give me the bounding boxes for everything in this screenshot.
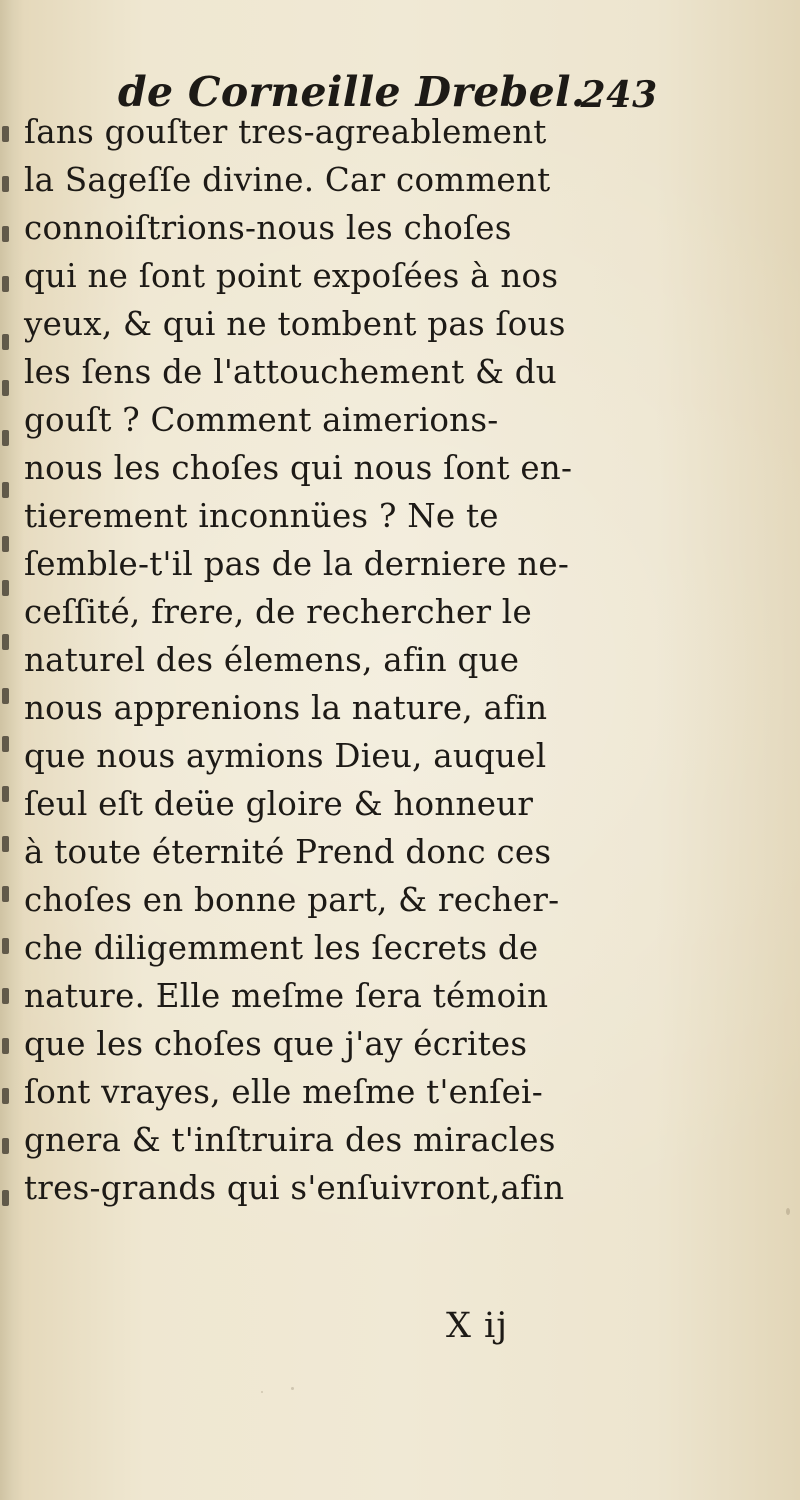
text-line: ſeul eſt deüe gloire & honneur: [24, 784, 534, 823]
text-line: ſont vrayes, elle meſme t'enſei-: [24, 1072, 543, 1111]
text-line: nous les choſes qui nous ſont en-: [24, 448, 573, 487]
text-line: che diligemment les ſecrets de: [24, 928, 539, 967]
paper-speck: [261, 1391, 263, 1393]
gutter-mark: [2, 536, 9, 552]
page-number: 243: [580, 74, 658, 116]
gutter-mark: [2, 176, 9, 192]
text-line: ſans gouſter tres-agreablement: [24, 112, 547, 151]
binding-gutter: [0, 0, 24, 1500]
text-line: ſemble-t'il pas de la derniere ne-: [24, 544, 570, 583]
gutter-mark: [2, 126, 9, 142]
text-line: yeux, & qui ne tombent pas ſous: [24, 304, 566, 343]
gutter-mark: [2, 688, 9, 704]
text-line: à toute éternité Prend donc ces: [24, 832, 552, 871]
text-line: nous apprenions la nature, afin: [24, 688, 548, 727]
text-line: que nous aymions Dieu, auquel: [24, 736, 547, 775]
paper-speck: [291, 1387, 294, 1390]
paper-speck: [786, 1208, 790, 1215]
gutter-mark: [2, 276, 9, 292]
text-line: la Sageſſe divine. Car comment: [24, 160, 551, 199]
text-line: gnera & t'inſtruira des miracles: [24, 1120, 556, 1159]
gutter-mark: [2, 634, 9, 650]
gutter-mark: [2, 1038, 9, 1054]
body-text: [24, 108, 664, 1212]
text-line: que les choſes que j'ay écrites: [24, 1024, 528, 1063]
gutter-mark: [2, 482, 9, 498]
gutter-mark: [2, 886, 9, 902]
text-line: qui ne ſont point expoſées à nos: [24, 256, 559, 295]
gutter-mark: [2, 836, 9, 852]
text-line: choſes en bonne part, & recher-: [24, 880, 560, 919]
gutter-mark: [2, 1190, 9, 1206]
gutter-mark: [2, 226, 9, 242]
gutter-mark: [2, 786, 9, 802]
text-line: nature. Elle meſme ſera témoin: [24, 976, 549, 1015]
text-line: ceſſité, frere, de rechercher le: [24, 592, 532, 631]
text-line: gouſt ? Comment aimerions-: [24, 400, 499, 439]
gutter-mark: [2, 334, 9, 350]
gutter-mark: [2, 580, 9, 596]
gutter-mark: [2, 988, 9, 1004]
text-line: les ſens de l'attouchement & du: [24, 352, 557, 391]
text-line: naturel des élemens, afin que: [24, 640, 520, 679]
gutter-mark: [2, 380, 9, 396]
catchword: X ij: [446, 1306, 509, 1346]
gutter-mark: [2, 430, 9, 446]
text-line: connoiſtrions-nous les choſes: [24, 208, 512, 247]
text-line: tierement inconnües ? Ne te: [24, 496, 499, 535]
gutter-mark: [2, 938, 9, 954]
text-line: tres-grands qui s'enſuivront,afin: [24, 1168, 565, 1207]
gutter-mark: [2, 736, 9, 752]
gutter-mark: [2, 1138, 9, 1154]
running-head: de Corneille Drebel.: [118, 68, 586, 116]
gutter-mark: [2, 1088, 9, 1104]
